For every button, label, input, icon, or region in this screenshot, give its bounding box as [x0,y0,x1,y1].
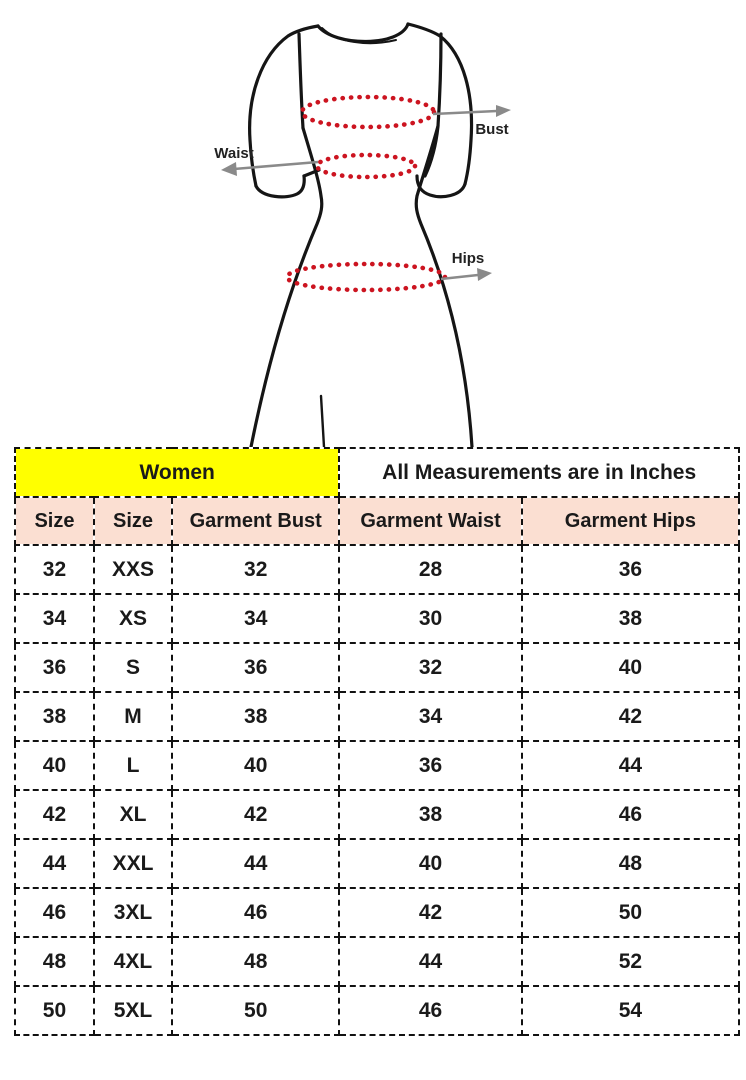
bust-measure-line [302,97,434,127]
table-cell: 50 [15,986,94,1035]
table-cell: L [94,741,172,790]
table-cell: 34 [172,594,339,643]
table-cell: 40 [15,741,94,790]
table-row [15,888,739,937]
table-row [15,643,739,692]
bust-label: Bust [475,121,509,138]
size-table [14,447,740,1036]
dress-measurement-diagram [0,0,746,447]
waist-label: Waist [214,145,254,162]
table-cell: 32 [172,545,339,594]
table-row [15,937,739,986]
table-cell: 36 [522,545,739,594]
table-cell: 40 [522,643,739,692]
table-cell: 44 [172,839,339,888]
table-cell: 50 [522,888,739,937]
table-cell: 48 [172,937,339,986]
women-group-header: Women [15,448,339,497]
table-cell: 42 [15,790,94,839]
table-cell: 52 [522,937,739,986]
hips-label: Hips [451,250,485,267]
table-cell: 38 [522,594,739,643]
table-cell: 38 [172,692,339,741]
table-row [15,545,739,594]
column-header-garment-hips-4: Garment Hips [522,497,739,545]
table-cell: 48 [15,937,94,986]
dress-outline [250,24,472,447]
table-cell: 46 [172,888,339,937]
table-cell: 5XL [94,986,172,1035]
table-cell: 44 [339,937,521,986]
table-row [15,741,739,790]
table-cell: 42 [172,790,339,839]
table-cell: 32 [15,545,94,594]
table-cell: 28 [339,545,521,594]
table-row [15,839,739,888]
hips-arrow [441,268,492,281]
table-cell: 46 [15,888,94,937]
table-cell: XS [94,594,172,643]
table-cell: 38 [339,790,521,839]
table-cell: 4XL [94,937,172,986]
table-row [15,692,739,741]
column-header-garment-waist-3: Garment Waist [339,497,521,545]
table-cell: M [94,692,172,741]
waist-arrow [221,162,318,176]
table-cell: 40 [339,839,521,888]
table-row [15,790,739,839]
table-cell: 36 [339,741,521,790]
hips-measure-line [287,264,445,290]
table-cell: XXS [94,545,172,594]
table-cell: 46 [339,986,521,1035]
table-cell: 36 [15,643,94,692]
table-cell: 30 [339,594,521,643]
table-cell: 54 [522,986,739,1035]
dress-figure-svg [0,0,746,447]
table-cell: 36 [172,643,339,692]
table-cell: 38 [15,692,94,741]
table-cell: 3XL [94,888,172,937]
size-table-body [15,545,739,1035]
table-cell: 40 [172,741,339,790]
column-header-garment-bust-2: Garment Bust [172,497,339,545]
table-column-header-row [15,497,739,545]
table-row [15,986,739,1035]
table-cell: 34 [339,692,521,741]
table-cell: 42 [522,692,739,741]
table-cell: 34 [15,594,94,643]
column-header-size-1: Size [94,497,172,545]
table-group-header-row [15,448,739,497]
table-cell: 32 [339,643,521,692]
table-cell: 50 [172,986,339,1035]
table-cell: 44 [15,839,94,888]
waist-measure-line [317,155,415,177]
table-row [15,594,739,643]
column-header-size-0: Size [15,497,94,545]
table-cell: 48 [522,839,739,888]
table-cell: XXL [94,839,172,888]
table-cell: 42 [339,888,521,937]
table-cell: S [94,643,172,692]
units-group-header: All Measurements are in Inches [339,448,739,497]
table-cell: 44 [522,741,739,790]
table-cell: 46 [522,790,739,839]
table-cell: XL [94,790,172,839]
